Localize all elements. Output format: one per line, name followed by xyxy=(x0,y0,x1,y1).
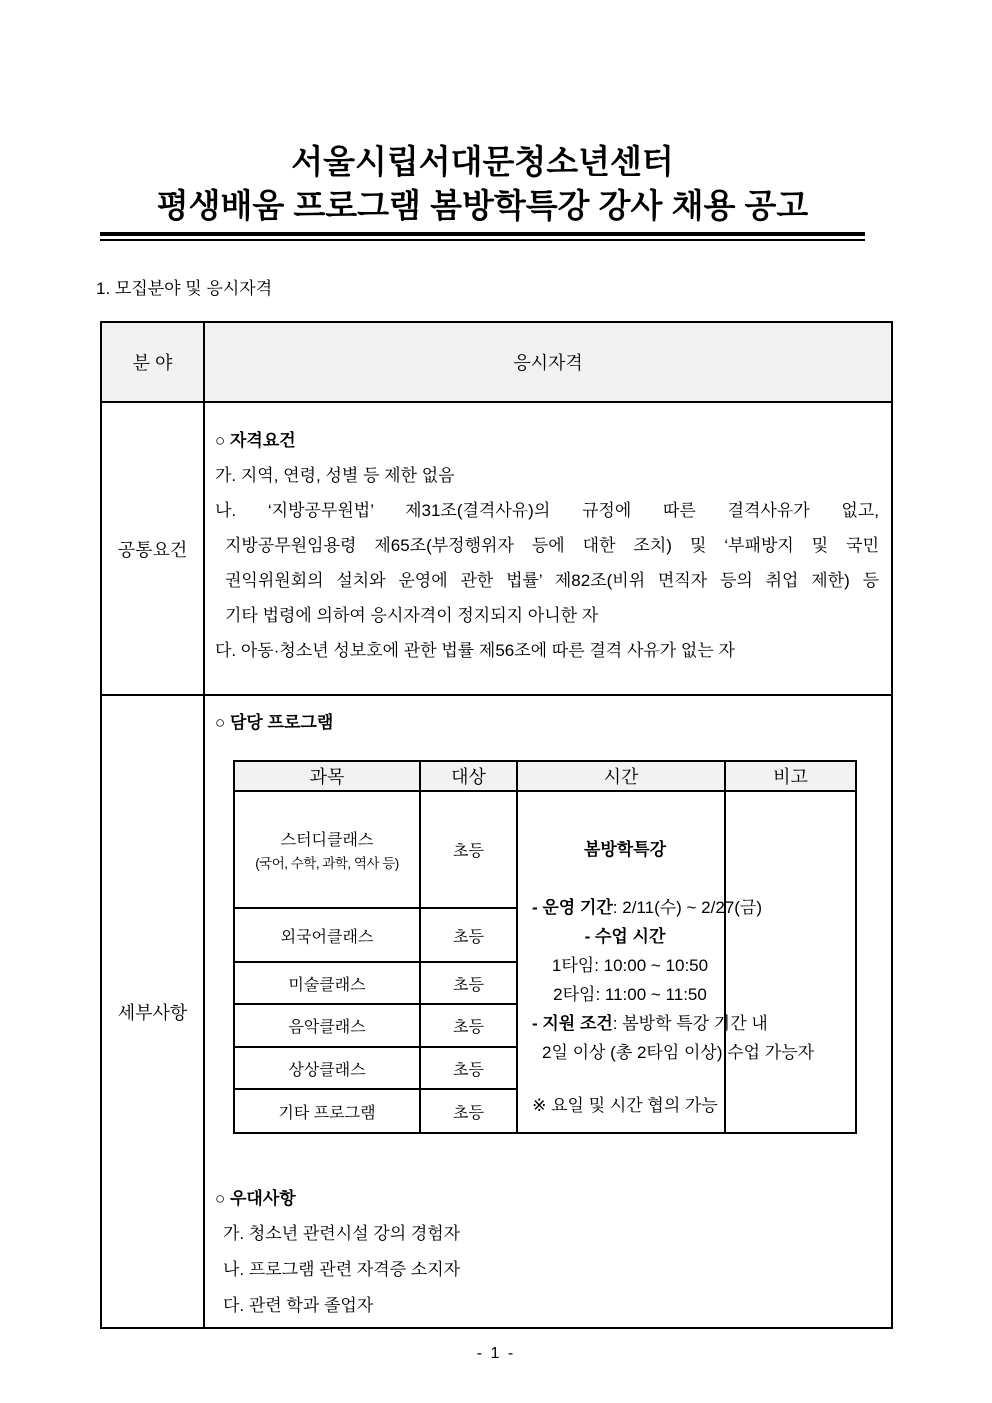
subject-cell: 외국어클래스 xyxy=(234,908,420,962)
class-time-line: - 수업 시간 xyxy=(584,926,666,946)
time-slot-1-line: 1타임: 10:00 ~ 10:50 xyxy=(551,955,709,975)
subject-note: (국어, 수학, 과학, 역사 등) xyxy=(255,856,399,871)
target-cell: 초등 xyxy=(420,1004,517,1047)
recruitment-table xyxy=(100,321,893,1329)
qualification-line: 다. 아동·청소년 성보호에 관한 법률 제56조에 따른 결격 사유가 없는 자 xyxy=(215,641,735,660)
common-requirements-row xyxy=(101,402,892,695)
program-table xyxy=(233,760,857,1134)
time-column-header: 시간 xyxy=(517,761,725,791)
document-title-block xyxy=(100,0,865,241)
qualification-line: 기타 법령에 의하여 응시자격이 정지되지 아니한 자 xyxy=(225,606,599,625)
time-cell-title: 봄방학특강 xyxy=(583,839,667,859)
time-info-cell xyxy=(517,791,815,1133)
target-cell: 초등 xyxy=(420,908,517,962)
application-condition-line: - 지원 조건: 봄방학 특강 기간 내 xyxy=(532,1013,768,1033)
details-content xyxy=(204,695,892,1328)
preferred-item: 나. 프로그램 관련 자격증 소지자 xyxy=(223,1260,461,1279)
qualification-line: 가. 지역, 연령, 성별 등 제한 없음 xyxy=(215,466,455,485)
section-1-heading: 1. 모집분야 및 응시자격 xyxy=(96,279,273,298)
preferred-section-heading: ○ 우대사항 xyxy=(215,1189,296,1208)
subject-cell: 미술클래스 xyxy=(234,962,420,1004)
subject-cell: 상상클래스 xyxy=(234,1047,420,1089)
preferred-item: 다. 관련 학과 졸업자 xyxy=(223,1296,374,1315)
qualification-requirements-heading: ○ 자격요건 xyxy=(215,431,296,450)
title-line-1: 서울시립서대문청소년센터 xyxy=(291,143,674,180)
details-label: 세부사항 xyxy=(101,695,204,1328)
remark-column-header: 비고 xyxy=(725,761,856,791)
details-row xyxy=(101,695,892,1328)
title-double-underline xyxy=(100,232,865,241)
recruitment-table-header-row xyxy=(101,322,892,402)
preferred-item: 가. 청소년 관련시설 강의 경험자 xyxy=(223,1224,461,1243)
target-cell: 초등 xyxy=(420,1047,517,1089)
subject-cell: 기타 프로그램 xyxy=(234,1089,420,1133)
subject-cell: 음악클래스 xyxy=(234,1004,420,1047)
program-row xyxy=(234,791,856,908)
field-column-header: 분 야 xyxy=(101,322,204,402)
program-section-heading: ○ 담당 프로그램 xyxy=(215,713,334,732)
qualification-column-header: 응시자격 xyxy=(204,322,892,402)
target-cell: 초등 xyxy=(420,791,517,908)
qualification-line: 지방공무원임용령 제65조(부정행위자 등에 대한 조치) 및 ‘부패방지 및 국민 xyxy=(225,536,879,555)
time-slot-2-line: 2타임: 11:00 ~ 11:50 xyxy=(553,984,707,1004)
program-table-header-row xyxy=(234,761,856,791)
negotiable-note: ※ 요일 및 시간 협의 가능 xyxy=(532,1095,718,1115)
target-cell: 초등 xyxy=(420,1089,517,1133)
subject-name: 스터디클래스 xyxy=(280,832,374,849)
subject-cell xyxy=(234,791,420,908)
remark-cell xyxy=(725,791,856,1133)
target-column-header: 대상 xyxy=(420,761,517,791)
operation-period-line: - 운영 기간: 2/11(수) ~ 2/27(금) xyxy=(532,897,763,917)
common-requirements-content xyxy=(204,402,892,695)
title-line-2: 평생배움 프로그램 봄방학특강 강사 채용 공고 xyxy=(156,187,809,224)
qualification-line: 나. ‘지방공무원법’ 제31조(결격사유)의 규정에 따른 결격사유가 없고, xyxy=(215,501,879,520)
condition-detail-line: 2일 이상 (총 2타임 이상) 수업 가능자 xyxy=(542,1042,815,1062)
common-requirements-label: 공통요건 xyxy=(101,402,204,695)
subject-column-header: 과목 xyxy=(234,761,420,791)
qualification-line: 권익위원회의 설치와 운영에 관한 법률’ 제82조(비위 면직자 등의 취업 제한) 등 xyxy=(225,571,879,590)
target-cell: 초등 xyxy=(420,962,517,1004)
page-number: - 1 - xyxy=(476,1345,516,1362)
